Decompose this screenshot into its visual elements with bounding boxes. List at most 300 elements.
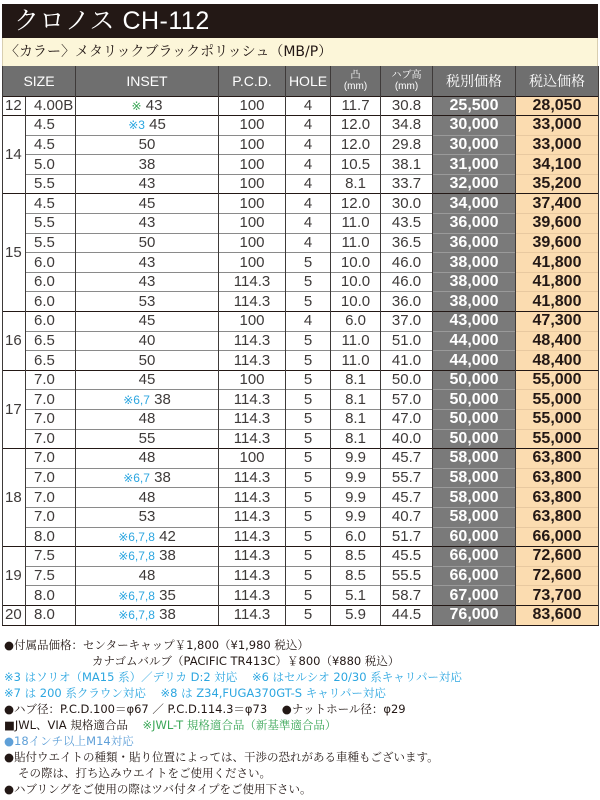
inset-cell	[76, 174, 219, 194]
price-tax-included: 55,000	[516, 370, 599, 390]
hub-height-mm: 30.0	[381, 194, 433, 214]
hole-count: 4	[286, 233, 331, 253]
hub-height-mm: 30.8	[381, 96, 433, 116]
pcd: 100	[219, 116, 286, 136]
hub-height-mm: 37.0	[381, 312, 433, 332]
rim-width: 4.5	[26, 194, 76, 214]
inset-value: 48	[138, 449, 156, 467]
table-row	[3, 449, 599, 469]
inset-cell	[76, 116, 219, 136]
table-row	[3, 135, 599, 155]
rim-width: 7.0	[26, 410, 76, 430]
rim-width: 7.5	[26, 566, 76, 586]
table-row	[3, 547, 599, 567]
hole-count: 5	[286, 370, 331, 390]
offset-mm: 5.9	[331, 605, 381, 625]
price-tax-included: 37,400	[516, 194, 599, 214]
table-body	[3, 96, 599, 625]
fitment-note-mark: ※6,7,8	[118, 529, 155, 544]
pcd: 114.3	[219, 605, 286, 625]
fitment-note-mark: ※6,7,8	[118, 608, 155, 623]
offset-mm: 11.7	[331, 96, 381, 116]
table-row	[3, 272, 599, 292]
inset-value: 38	[159, 606, 176, 624]
inset-cell	[76, 312, 219, 332]
hub-height-mm: 47.0	[381, 410, 433, 430]
price-tax-included: 47,300	[516, 312, 599, 332]
hole-count: 4	[286, 155, 331, 175]
offset-mm: 10.0	[331, 253, 381, 273]
pcd: 100	[219, 135, 286, 155]
note-hub-nut	[4, 701, 598, 717]
hub-height-mm: 45.7	[381, 488, 433, 508]
inch-size: 20	[3, 605, 26, 625]
hub-height-mm: 55.5	[381, 566, 433, 586]
price-tax-included: 33,000	[516, 116, 599, 136]
rim-width: 4.00B	[26, 96, 76, 116]
price-tax-included: 63,800	[516, 488, 599, 508]
price-tax-included: 66,000	[516, 527, 599, 547]
offset-mm: 6.0	[331, 527, 381, 547]
price-tax-excluded: 66,000	[433, 547, 516, 567]
price-tax-included: 63,800	[516, 507, 599, 527]
hole-count: 5	[286, 488, 331, 508]
hole-count: 5	[286, 586, 331, 606]
table-row	[3, 194, 599, 214]
inset-cell	[76, 96, 219, 116]
inset-value: 43	[138, 273, 156, 291]
rim-width: 7.0	[26, 507, 76, 527]
inset-cell	[76, 527, 219, 547]
price-tax-excluded: 44,000	[433, 351, 516, 371]
pcd: 114.3	[219, 351, 286, 371]
inset-cell	[76, 566, 219, 586]
price-tax-excluded: 38,000	[433, 272, 516, 292]
accessories-valve: カナゴムバルブ（PACIFIC TR413C）￥800（¥880 税込）	[92, 654, 400, 668]
note-fitment-3-6	[4, 669, 598, 685]
table-row	[3, 96, 599, 116]
pcd: 100	[219, 253, 286, 273]
table-row	[3, 429, 599, 449]
hole-count: 5	[286, 547, 331, 567]
rim-width: 8.0	[26, 527, 76, 547]
offset-mm: 12.0	[331, 116, 381, 136]
inset-value: 38	[154, 390, 171, 408]
note-weight-2: その際は、打ち込みウエイトをご使用ください。	[18, 766, 271, 780]
rim-width: 6.5	[26, 351, 76, 371]
hub-height-mm: 51.7	[381, 527, 433, 547]
pcd: 114.3	[219, 331, 286, 351]
hole-count: 5	[286, 253, 331, 273]
inset-value: 48	[138, 488, 156, 506]
note-m14: ●18インチ以上M14対応	[4, 734, 134, 748]
price-tax-excluded: 38,000	[433, 253, 516, 273]
table-row	[3, 233, 599, 253]
inset-cell	[76, 351, 219, 371]
price-tax-included: 33,000	[516, 135, 599, 155]
header-offset	[331, 66, 381, 96]
rim-width: 7.5	[26, 547, 76, 567]
rim-width: 7.0	[26, 429, 76, 449]
price-tax-included: 39,600	[516, 214, 599, 234]
price-tax-excluded: 30,000	[433, 135, 516, 155]
price-tax-excluded: 32,000	[433, 174, 516, 194]
offset-mm: 6.0	[331, 312, 381, 332]
table-row	[3, 488, 599, 508]
nut-hole: ●ナットホール径：φ29	[281, 702, 406, 716]
header-size: SIZE	[3, 66, 76, 96]
rim-width: 7.0	[26, 390, 76, 410]
hole-count: 4	[286, 116, 331, 136]
price-tax-included: 55,000	[516, 410, 599, 430]
price-tax-excluded: 60,000	[433, 527, 516, 547]
pcd: 100	[219, 233, 286, 253]
hole-count: 5	[286, 468, 331, 488]
hub-height-mm: 36.5	[381, 233, 433, 253]
jwl-via: ■JWL、VIA 規格適合品	[4, 718, 128, 732]
table-row	[3, 605, 599, 625]
price-tax-excluded: 50,000	[433, 410, 516, 430]
price-tax-excluded: 36,000	[433, 214, 516, 234]
rim-width: 6.5	[26, 331, 76, 351]
rim-width: 5.5	[26, 174, 76, 194]
inset-cell	[76, 194, 219, 214]
inset-value: 42	[159, 527, 176, 545]
pcd: 114.3	[219, 527, 286, 547]
table-row	[3, 390, 599, 410]
offset-mm: 12.0	[331, 135, 381, 155]
price-tax-excluded: 38,000	[433, 292, 516, 312]
pcd: 100	[219, 155, 286, 175]
inch-size: 12	[3, 96, 26, 116]
price-tax-excluded: 36,000	[433, 233, 516, 253]
table-row	[3, 331, 599, 351]
inset-cell	[76, 370, 219, 390]
header-offset-unit: (mm)	[343, 80, 368, 92]
inset-value: 53	[138, 292, 156, 310]
inset-value: 43	[138, 253, 156, 271]
pcd: 114.3	[219, 292, 286, 312]
pcd: 100	[219, 194, 286, 214]
price-tax-excluded: 31,000	[433, 155, 516, 175]
fitment-note-mark: ※6,7,8	[118, 588, 155, 603]
price-tax-included: 55,000	[516, 429, 599, 449]
price-tax-included: 34,100	[516, 155, 599, 175]
price-tax-included: 28,050	[516, 96, 599, 116]
hub-height-mm: 45.5	[381, 547, 433, 567]
header-tax-excluded: 税別価格	[433, 66, 516, 96]
price-tax-included: 72,600	[516, 566, 599, 586]
offset-mm: 11.0	[331, 331, 381, 351]
note-6: ※6 はセルシオ 20/30 系キャリパー対応	[251, 670, 462, 684]
inch-size: 17	[3, 370, 26, 448]
price-tax-excluded: 58,000	[433, 507, 516, 527]
inset-cell	[76, 233, 219, 253]
note-8: ※8 は Z34,FUGA370GT-S キャリパー対応	[160, 686, 386, 700]
inch-size: 18	[3, 449, 26, 547]
rim-width: 7.0	[26, 468, 76, 488]
table-row	[3, 410, 599, 430]
inset-value: 45	[138, 194, 156, 212]
pcd: 114.3	[219, 566, 286, 586]
inset-value: 48	[138, 567, 156, 585]
price-tax-excluded: 58,000	[433, 449, 516, 469]
hole-count: 5	[286, 390, 331, 410]
table-row	[3, 527, 599, 547]
hub-height-mm: 40.7	[381, 507, 433, 527]
pcd: 114.3	[219, 586, 286, 606]
table-row	[3, 507, 599, 527]
offset-mm: 10.5	[331, 155, 381, 175]
hole-count: 4	[286, 312, 331, 332]
accessories-center-cap: センターキャップ￥1,800（¥1,980 税込）	[83, 638, 309, 652]
hub-diameter: ●ハブ径：P.C.D.100＝φ67 ／ P.C.D.114.3＝φ73	[4, 702, 268, 716]
rim-width: 7.0	[26, 488, 76, 508]
inch-size: 15	[3, 194, 26, 312]
price-tax-excluded: 76,000	[433, 605, 516, 625]
hub-height-mm: 36.0	[381, 292, 433, 312]
hub-height-mm: 44.5	[381, 605, 433, 625]
offset-mm: 8.1	[331, 174, 381, 194]
pcd: 114.3	[219, 547, 286, 567]
rim-width: 6.0	[26, 272, 76, 292]
rim-width: 7.0	[26, 449, 76, 469]
hole-count: 5	[286, 605, 331, 625]
inset-cell	[76, 507, 219, 527]
offset-mm: 11.0	[331, 214, 381, 234]
inset-cell	[76, 449, 219, 469]
inset-cell	[76, 135, 219, 155]
price-tax-included: 63,800	[516, 449, 599, 469]
hub-height-mm: 40.0	[381, 429, 433, 449]
table-header-row	[3, 66, 599, 96]
inset-cell	[76, 429, 219, 449]
price-tax-excluded: 43,000	[433, 312, 516, 332]
header-hub-unit: (mm)	[394, 80, 419, 92]
rim-width: 6.0	[26, 253, 76, 273]
price-tax-included: 41,800	[516, 253, 599, 273]
hub-height-mm: 41.0	[381, 351, 433, 371]
inset-value: 50	[138, 135, 156, 153]
price-tax-included: 73,700	[516, 586, 599, 606]
inset-value: 45	[138, 312, 156, 330]
inset-value: 45	[138, 371, 156, 389]
offset-mm: 5.1	[331, 586, 381, 606]
inset-cell	[76, 410, 219, 430]
inset-value: 38	[159, 547, 176, 565]
price-tax-excluded: 67,000	[433, 586, 516, 606]
price-tax-excluded: 66,000	[433, 566, 516, 586]
offset-mm: 8.1	[331, 429, 381, 449]
table-row	[3, 174, 599, 194]
note-weight-1: ●貼付ウエイトの種類・貼り位置によっては、干渉の恐れがある車種もございます。	[4, 750, 439, 764]
fitment-note-mark: ※6,7,8	[118, 549, 155, 564]
note-accessories	[4, 637, 598, 653]
inset-cell	[76, 390, 219, 410]
inset-value: 35	[159, 586, 176, 604]
hole-count: 4	[286, 194, 331, 214]
rim-width: 4.5	[26, 135, 76, 155]
offset-mm: 8.1	[331, 410, 381, 430]
table-row	[3, 566, 599, 586]
header-pcd: P.C.D.	[219, 66, 286, 96]
note-hubring: ●ハブリングをご使用の際はツバ付タイプをご使用下さい。	[4, 782, 312, 796]
accessories-label: ●付属品価格：	[4, 638, 84, 652]
inset-value: 43	[138, 214, 156, 232]
price-tax-included: 63,800	[516, 468, 599, 488]
note-standards	[4, 717, 598, 733]
pcd: 100	[219, 449, 286, 469]
fitment-note-mark: ※6,7	[123, 392, 150, 407]
price-tax-excluded: 50,000	[433, 370, 516, 390]
table-row	[3, 214, 599, 234]
price-tax-included: 72,600	[516, 547, 599, 567]
table-row	[3, 155, 599, 175]
product-title: クロノス CH-112	[2, 4, 598, 38]
price-tax-included: 35,200	[516, 174, 599, 194]
inset-value: 55	[138, 429, 156, 447]
jwl-t: ※JWL-T 規格適合品（新基準適合品）	[142, 718, 337, 732]
header-hub-height	[381, 66, 433, 96]
inset-value: 45	[149, 116, 166, 134]
price-tax-excluded: 34,000	[433, 194, 516, 214]
inset-value: 43	[145, 96, 163, 114]
inch-size: 19	[3, 547, 26, 606]
pcd: 114.3	[219, 272, 286, 292]
pcd: 114.3	[219, 390, 286, 410]
offset-mm: 9.9	[331, 449, 381, 469]
hub-height-mm: 45.7	[381, 449, 433, 469]
inset-cell	[76, 605, 219, 625]
offset-mm: 9.9	[331, 468, 381, 488]
pcd: 100	[219, 174, 286, 194]
hub-height-mm: 43.5	[381, 214, 433, 234]
offset-mm: 8.5	[331, 566, 381, 586]
inch-size: 16	[3, 312, 26, 371]
price-tax-excluded: 50,000	[433, 429, 516, 449]
hole-count: 5	[286, 527, 331, 547]
inset-value: 50	[138, 351, 156, 369]
pcd: 114.3	[219, 488, 286, 508]
hole-count: 4	[286, 96, 331, 116]
table-row	[3, 312, 599, 332]
inset-value: 38	[138, 155, 156, 173]
price-tax-included: 41,800	[516, 272, 599, 292]
rim-width: 8.0	[26, 586, 76, 606]
price-tax-excluded: 30,000	[433, 116, 516, 136]
hub-height-mm: 46.0	[381, 253, 433, 273]
rim-width: 5.5	[26, 214, 76, 234]
offset-mm: 8.1	[331, 390, 381, 410]
table-row	[3, 370, 599, 390]
hole-count: 5	[286, 507, 331, 527]
inset-cell	[76, 488, 219, 508]
note-fitment-7-8	[4, 685, 598, 701]
rim-width: 6.0	[26, 292, 76, 312]
inset-value: 53	[138, 508, 156, 526]
inset-cell	[76, 547, 219, 567]
pcd: 114.3	[219, 468, 286, 488]
inch-size: 14	[3, 116, 26, 194]
fitment-note-mark: ※6,7	[123, 471, 150, 486]
price-tax-excluded: 25,500	[433, 96, 516, 116]
hub-height-mm: 51.0	[381, 331, 433, 351]
rim-width: 5.5	[26, 233, 76, 253]
price-tax-included: 41,800	[516, 292, 599, 312]
pcd: 100	[219, 312, 286, 332]
hub-height-mm: 33.7	[381, 174, 433, 194]
inset-cell	[76, 468, 219, 488]
price-tax-excluded: 50,000	[433, 390, 516, 410]
inset-cell	[76, 586, 219, 606]
hub-height-mm: 50.0	[381, 370, 433, 390]
table-row	[3, 253, 599, 273]
price-tax-excluded: 44,000	[433, 331, 516, 351]
hole-count: 4	[286, 135, 331, 155]
inset-cell	[76, 214, 219, 234]
hub-height-mm: 57.0	[381, 390, 433, 410]
hole-count: 5	[286, 331, 331, 351]
note-7: ※7 は 200 系クラウン対応	[4, 686, 146, 700]
hub-height-mm: 29.8	[381, 135, 433, 155]
price-tax-included: 83,600	[516, 605, 599, 625]
offset-mm: 8.1	[331, 370, 381, 390]
inset-value: 48	[138, 410, 156, 428]
offset-mm: 9.9	[331, 488, 381, 508]
inset-cell	[76, 292, 219, 312]
price-tax-included: 48,400	[516, 331, 599, 351]
table-row	[3, 468, 599, 488]
offset-mm: 12.0	[331, 194, 381, 214]
hole-count: 5	[286, 351, 331, 371]
table-row	[3, 292, 599, 312]
hub-height-mm: 46.0	[381, 272, 433, 292]
hub-height-mm: 58.7	[381, 586, 433, 606]
pcd: 100	[219, 370, 286, 390]
header-hole: HOLE	[286, 66, 331, 96]
inset-cell	[76, 331, 219, 351]
rim-width: 4.5	[26, 116, 76, 136]
rim-width: 5.0	[26, 155, 76, 175]
offset-mm: 11.0	[331, 233, 381, 253]
table-row	[3, 116, 599, 136]
rim-width: 6.0	[26, 312, 76, 332]
pcd: 100	[219, 96, 286, 116]
pcd: 114.3	[219, 507, 286, 527]
pcd: 100	[219, 214, 286, 234]
fitment-note-mark: ※	[131, 98, 142, 113]
fitment-note-mark: ※3	[128, 118, 145, 133]
hole-count: 4	[286, 174, 331, 194]
offset-mm: 10.0	[331, 292, 381, 312]
header-hub-label: ハブ高	[391, 69, 422, 81]
offset-mm: 11.0	[331, 351, 381, 371]
pcd: 114.3	[219, 429, 286, 449]
hub-height-mm: 38.1	[381, 155, 433, 175]
hole-count: 5	[286, 449, 331, 469]
header-offset-label: 凸	[350, 69, 361, 81]
price-tax-included: 55,000	[516, 390, 599, 410]
header-inset: INSET	[76, 66, 219, 96]
inset-value: 40	[138, 331, 156, 349]
price-tax-included: 39,600	[516, 233, 599, 253]
inset-value: 38	[154, 469, 171, 487]
note-3: ※3 はソリオ（MA15 系）／デリカ D:2 対応	[4, 670, 238, 684]
inset-cell	[76, 253, 219, 273]
hole-count: 4	[286, 214, 331, 234]
inset-value: 50	[138, 233, 156, 251]
price-tax-included: 48,400	[516, 351, 599, 371]
